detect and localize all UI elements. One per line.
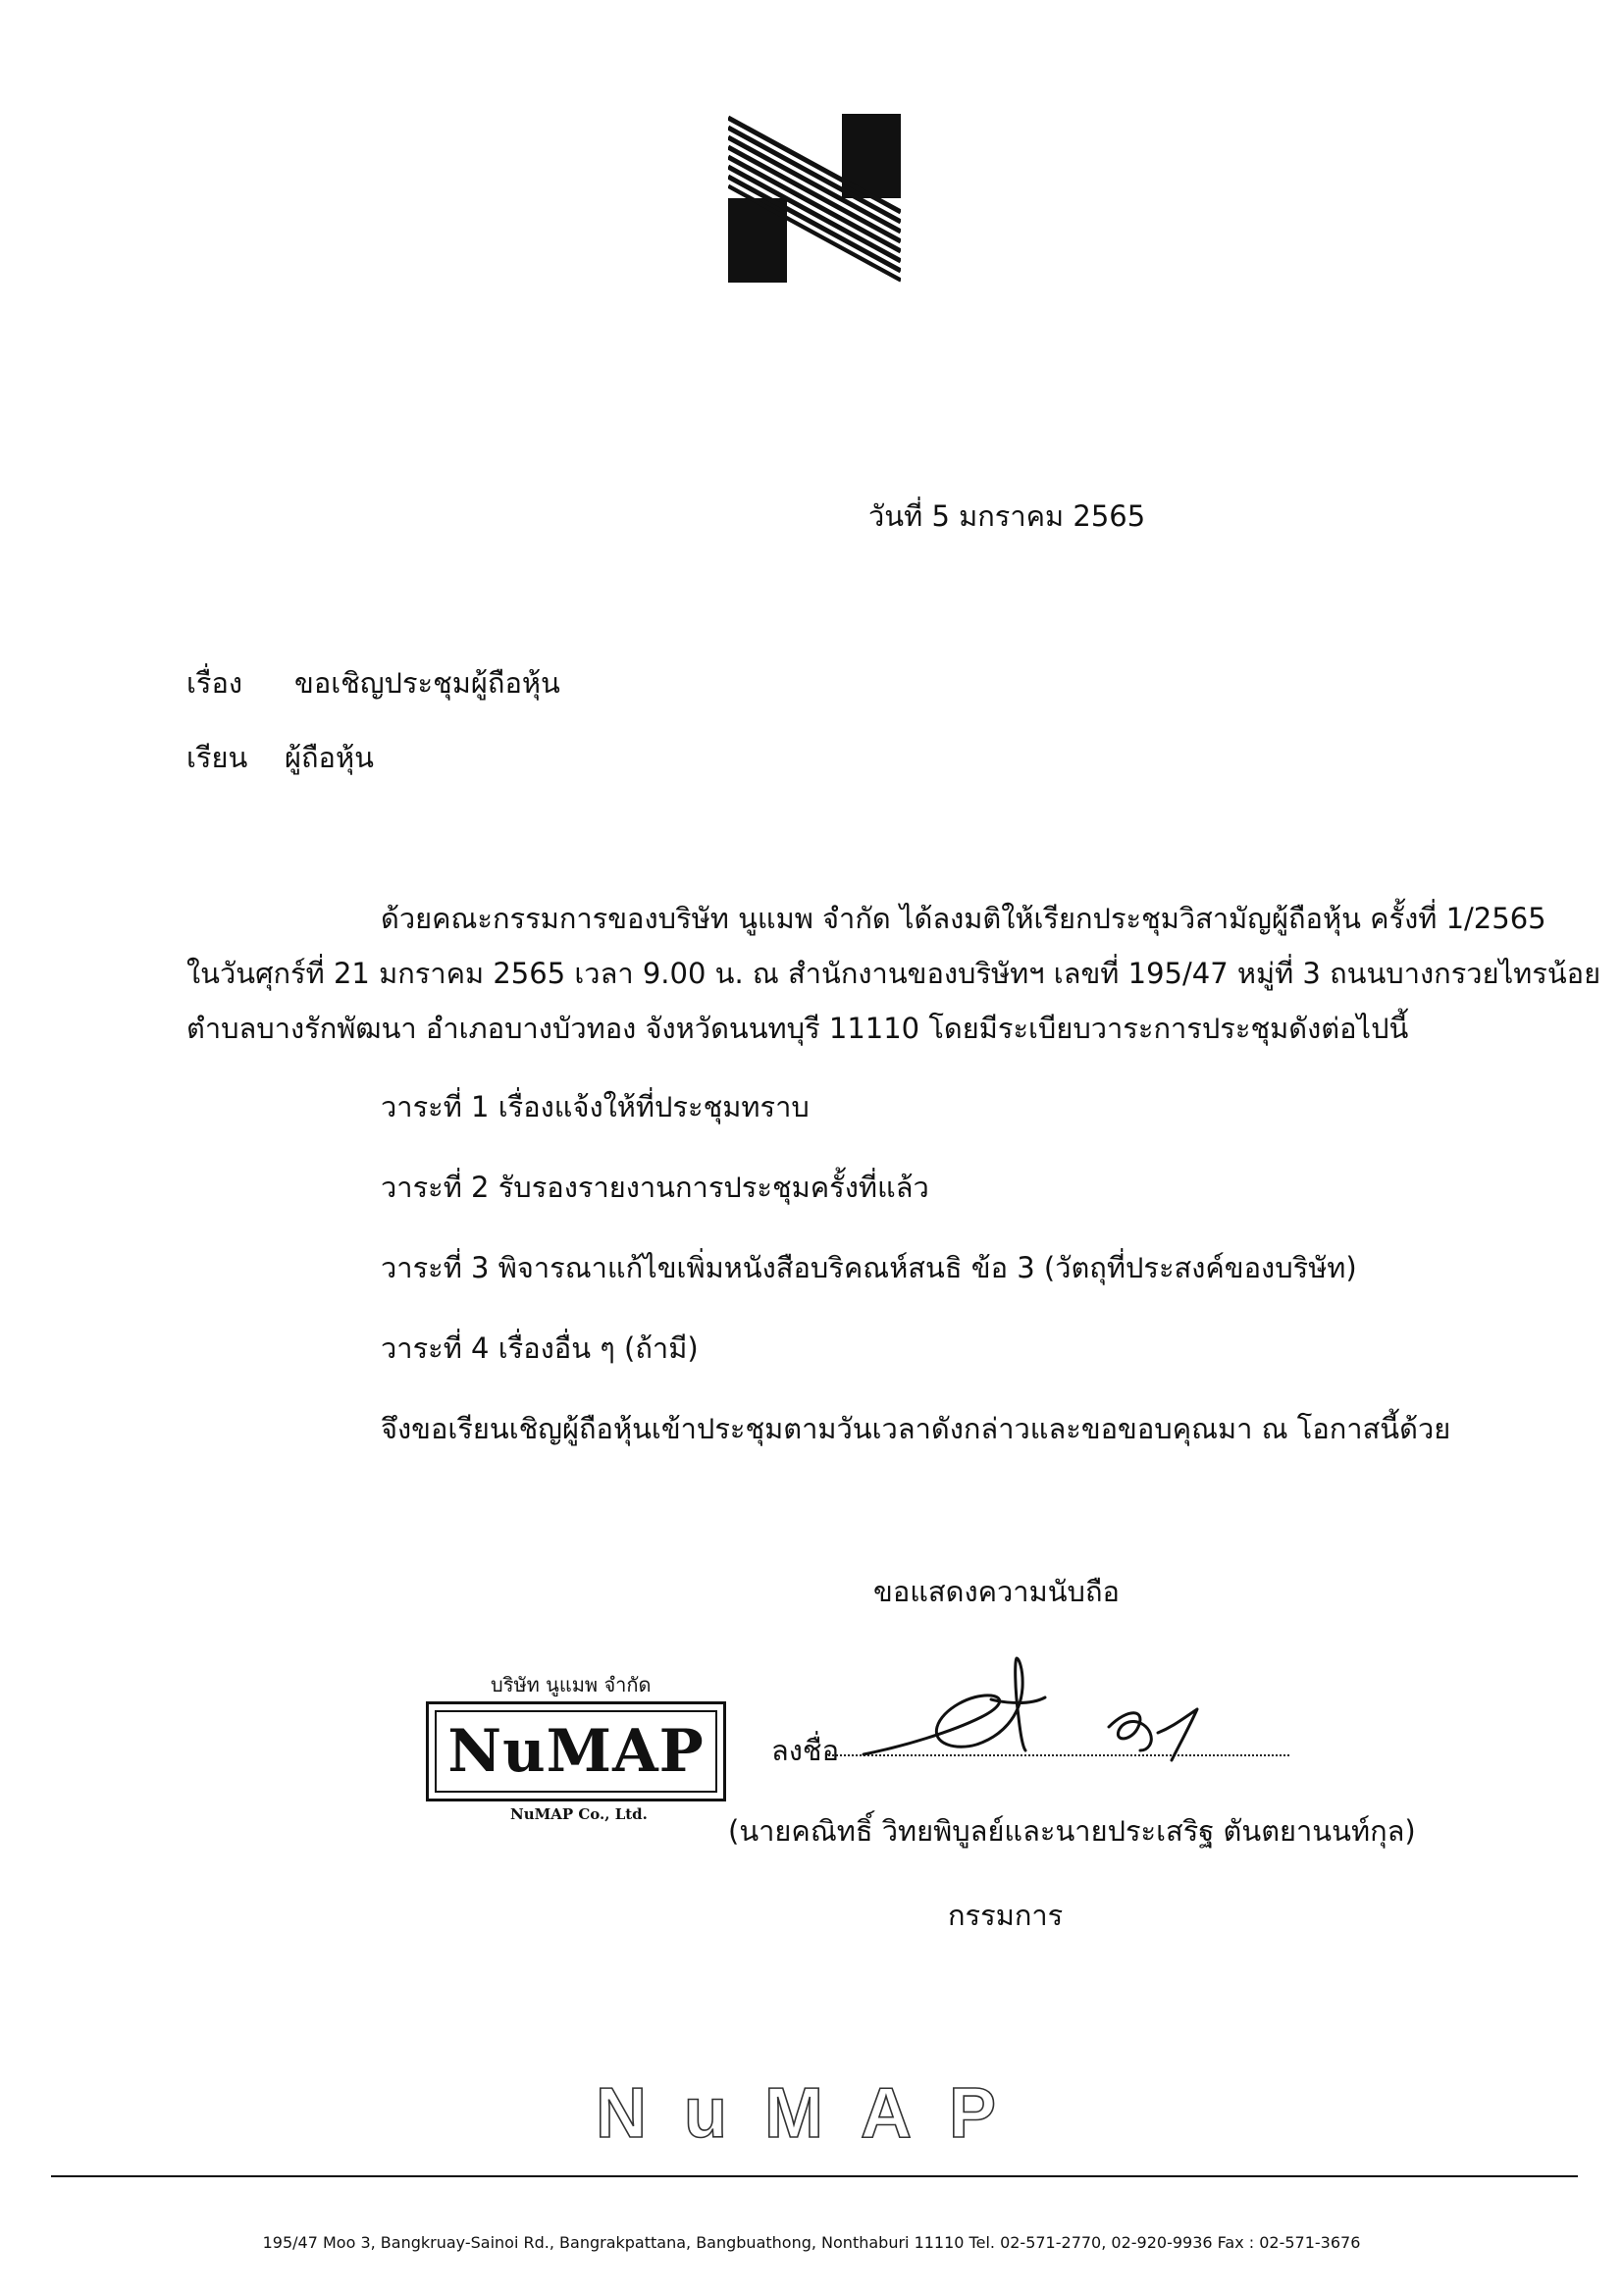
recipient-label: เรียน	[186, 741, 248, 774]
regards-text: ขอแสดงความนับถือ	[873, 1575, 1120, 1608]
subject-label: เรื่อง	[186, 666, 243, 700]
body-line: ในวันศุกร์ที่ 21 มกราคม 2565 เวลา 9.00 น. ณ สำนักงานของบริษัทฯ เลขที่ 195/47 หมู่ที่ 3 ถนนบางกรวยไทรน้อย	[186, 957, 1601, 990]
footer-address: 195/47 Moo 3, Bangkruay-Sainoi Rd., Bangrakpattana, Bangbuathong, Nonthaburi 11110 Tel. 02-571-2770, 02-920-9936 Fax : 02-571-3676	[262, 2233, 1361, 2252]
signer-names: (นายคณิทธิ์ วิทยพิบูลย์และนายประเสริฐ ตันตยานนท์กุล)	[728, 1814, 1416, 1848]
closing-sentence: จึงขอเรียนเชิญผู้ถือหุ้นเข้าประชุมตามวันเวลาดังกล่าวและขอขอบคุณมา ณ โอกาสนี้ด้วย	[381, 1412, 1451, 1445]
body-line: ด้วยคณะกรรมการของบริษัท นูแมพ จำกัด ได้ลงมติให้เรียกประชุมวิสามัญผู้ถือหุ้น ครั้งที่ 1/2565	[381, 902, 1546, 935]
agenda-item: วาระที่ 4 เรื่องอื่น ๆ (ถ้ามี)	[381, 1331, 699, 1365]
company-striped-n-logo-icon	[728, 114, 901, 283]
letter-date: วันที่ 5 มกราคม 2565	[868, 499, 1146, 533]
handwritten-signature	[834, 1648, 1256, 1776]
agenda-item: วาระที่ 2 รับรองรายงานการประชุมครั้งที่แล้ว	[381, 1171, 929, 1204]
stamp-logo-text: NuMAP	[447, 1717, 705, 1786]
agenda-item: วาระที่ 3 พิจารณาแก้ไขเพิ่มหนังสือบริคณห์สนธิ ข้อ 3 (วัตถุที่ประสงค์ของบริษัท)	[381, 1251, 1357, 1284]
recipient-text: ผู้ถือหุ้น	[285, 741, 374, 774]
subject-text: ขอเชิญประชุมผู้ถือหุ้น	[294, 666, 560, 700]
stamp-caption: บริษัท นูแมพ จำกัด	[491, 1673, 652, 1696]
wordmark-text: NuMAP	[596, 2074, 1033, 2153]
stamp-inner-frame	[435, 1710, 717, 1793]
footer-divider	[51, 2175, 1578, 2177]
agenda-item: วาระที่ 1 เรื่องแจ้งให้ที่ประชุมทราบ	[381, 1090, 810, 1123]
signature-label: ลงชื่อ	[771, 1734, 840, 1767]
body-paragraph	[186, 891, 1601, 1056]
stamp-subtext: NuMAP Co., Ltd.	[510, 1805, 648, 1823]
signer-title: กรรมการ	[948, 1899, 1064, 1932]
body-line: ตำบลบางรักพัฒนา อำเภอบางบัวทอง จังหวัดนนทบุรี 11110 โดยมีระเบียบวาระการประชุมดังต่อไปนี้	[186, 1012, 1409, 1045]
numap-wordmark-logo	[596, 2072, 1033, 2153]
company-stamp	[426, 1701, 726, 1801]
